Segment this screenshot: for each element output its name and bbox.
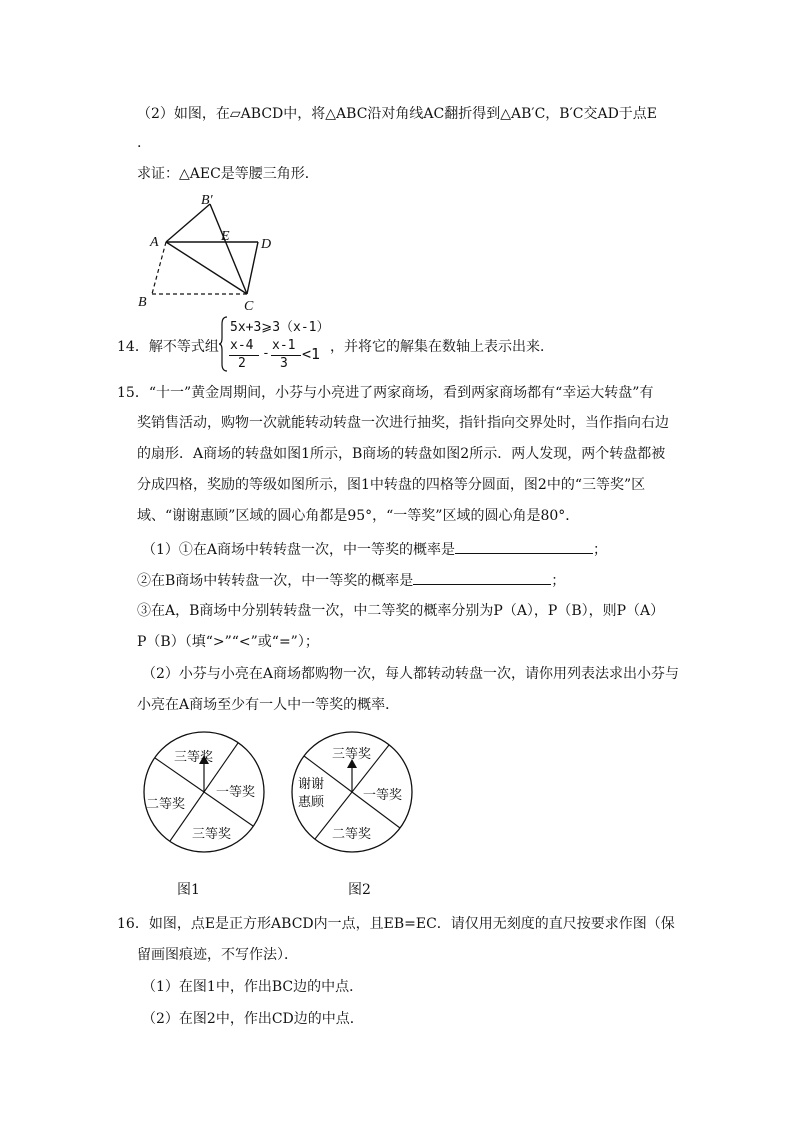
spinner-figure-1 [142, 730, 266, 854]
q14-frac1-den: 2 [238, 356, 246, 371]
label-d: D [261, 237, 272, 252]
q15-p1-2-end: ； [551, 573, 566, 589]
q15-p1-1 [142, 539, 607, 560]
q15-line3: 的扇形．A商场的转盘如图1所示，B商场的转盘如图2所示．两人发现，两个转盘都被 [137, 446, 666, 462]
q14-suffix: ，并将它的解集在数轴上表示出来． [330, 339, 554, 355]
fig2-second-prize: 二等奖 [332, 827, 372, 842]
q15-line2: 奖销售活动，购物一次就能转动转盘一次进行抽奖，指针指向交界处时，当作指向右边 [137, 415, 669, 431]
q15-p2b: 小亮在A商场至少有一人中一等奖的概率． [137, 697, 400, 713]
q14-frac1-num: x-4 [230, 338, 254, 353]
q15-p2a: （2）小芬与小亮在A商场都购物一次，每人都转动转盘一次，请你用列表法求出小芬与 [142, 666, 680, 682]
q15-p1-3b: P（B）（填“>”“<”或“=”）； [137, 634, 319, 650]
q14-minus: - [262, 346, 270, 361]
q13-part2-line1: （2）如图，在▱ABCD中，将△ABC沿对角线AC翻折得到△AB′C，B′C交AD于点E [137, 106, 658, 122]
q16-line1: 16．如图，点E是正方形ABCD内一点，且EB=EC．请仅用无刻度的直尺按要求作图（保 [117, 916, 675, 932]
q15-p1-2-text: ②在B商场中转转盘一次，中一等奖的概率是 [137, 573, 414, 589]
fig2-thanks-line1: 谢谢 [298, 777, 325, 792]
q15-p1-1-text: （1）①在A商场中转转盘一次，中一等奖的概率是 [142, 542, 456, 558]
q16-line2: 留画图痕迹，不写作法）． [137, 947, 298, 963]
q14-frac2-num: x-1 [272, 338, 296, 353]
q13-part2-dot: . [137, 135, 142, 151]
q15-answer-blank-1[interactable] [455, 539, 593, 554]
q14-prefix: 14．解不等式组 [117, 339, 219, 355]
label-b-prime: B′ [201, 193, 213, 208]
q15-p1-1-end: ； [593, 542, 608, 558]
q15-line5: 域、“谢谢惠顾”区域的圆心角都是95°，“一等奖”区域的圆心角是80°． [137, 508, 580, 524]
fig1-second-prize: 二等奖 [146, 797, 186, 812]
q13-parallelogram-figure [130, 190, 290, 315]
q15-line4: 分成四格，奖励的等级如图所示，图1中转盘的四格等分圆面，图2中的“三等奖”区 [137, 477, 646, 493]
fig2-caption: 图2 [348, 882, 371, 898]
label-a: A [150, 235, 159, 250]
spinner-figure-2 [290, 730, 414, 854]
fig2-third-prize: 三等奖 [332, 747, 372, 762]
fig1-caption: 图1 [177, 882, 200, 898]
q14-brace [219, 316, 229, 372]
fig1-third-prize-2: 三等奖 [192, 827, 232, 842]
label-c: C [244, 299, 254, 314]
q16-p2: （2）在图2中，作出CD边的中点． [142, 1011, 364, 1027]
q15-answer-blank-2[interactable] [413, 570, 551, 585]
q15-p1-3a: ③在A，B商场中分别转转盘一次，中二等奖的概率分别为P（A），P（B），则P（A） [137, 603, 665, 619]
q13-proof: 求证：△AEC是等腰三角形． [137, 166, 319, 182]
fig1-third-prize: 三等奖 [174, 750, 214, 765]
q15-line1: 15．“十一”黄金周期间，小芬与小亮进了两家商场，看到两家商场都有“幸运大转盘”有 [117, 385, 654, 401]
q14-frac2-den: 3 [280, 356, 288, 371]
fig1-first-prize: 一等奖 [216, 785, 256, 800]
fig2-thanks-line2: 惠顾 [298, 795, 325, 810]
q14-inequality-1: 5x+3⩾3（x-1） [230, 320, 330, 335]
label-b: B [138, 295, 147, 310]
q14-lt-one: <1 [302, 345, 321, 363]
label-e: E [221, 229, 230, 244]
q16-p1: （1）在图1中，作出BC边的中点． [142, 979, 364, 995]
fig2-first-prize: 一等奖 [363, 788, 403, 803]
q15-p1-2 [137, 570, 565, 591]
